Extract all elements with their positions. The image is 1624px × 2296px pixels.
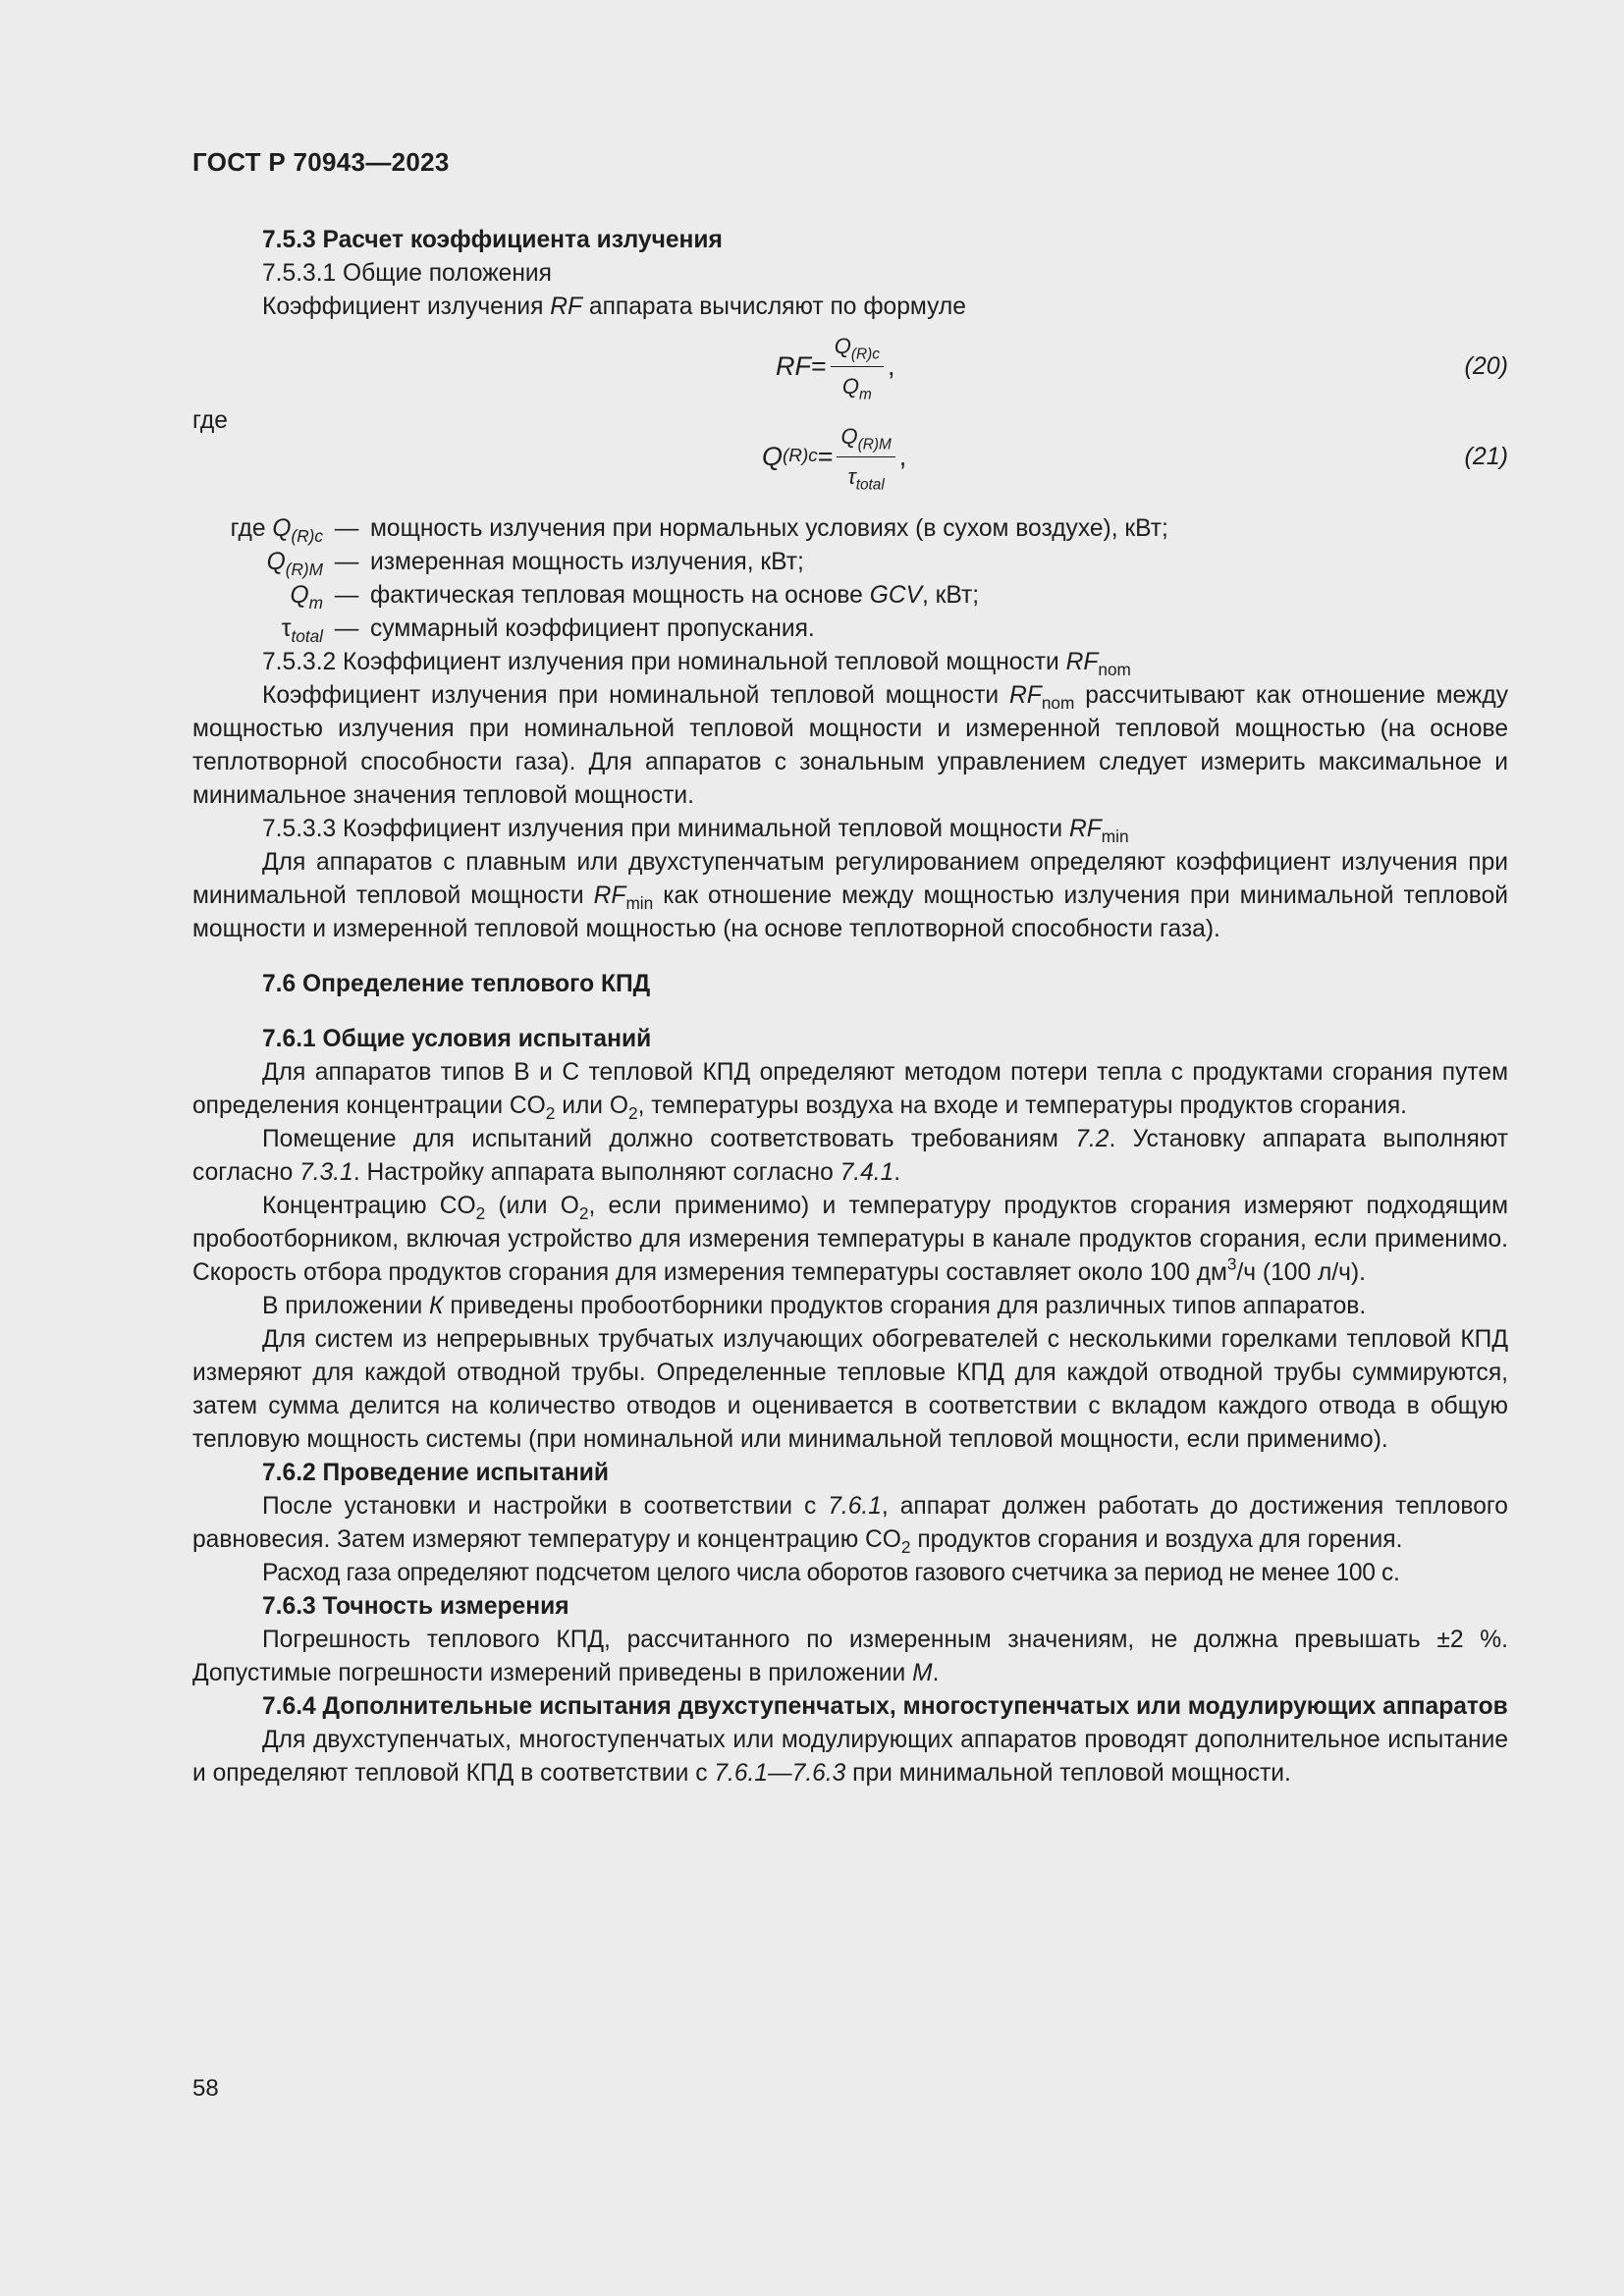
where-item: $\tau_{total}$ — суммарный коэффициент пропускания. — [281, 615, 815, 647]
section-7-6-3-paragraph: Погрешность теплового КПД, рассчитанного по измеренным значениям, не должна превышать ±2 %. Допустимые погрешности измерений приведены в приложении М. — [192, 1627, 1508, 1686]
section-7-6-4-paragraph: Для двухступенчатых, многоступенчатых или модулирующих аппаратов проводят дополнительное испытание и определяют тепловой КПД в соответствии с 7.6.1—7.6.3 при минимальной тепловой мощности. — [192, 1727, 1508, 1787]
section-7-6-1-paragraph-1: Для аппаратов типов В и С тепловой КПД определяют методом потери тепла с продуктами сгорания путем определения концентрации $CO_2$ или $O_2$, температуры воздуха на входе и температуры продуктов сгорания. — [192, 1059, 1508, 1124]
section-7-5-3-heading: 7.5.3 Расчет коэффициента излучения — [262, 227, 723, 253]
where-item: где $Q_{(R)c}$ — мощность излучения при нормальных условиях (в сухом воздухе), кВт; — [230, 515, 1168, 547]
section-7-6-1-paragraph-3: Концентрацию $CO_2$ (или $O_2$, если применимо) и температуру продуктов сгорания измеряют подходящим пробоотборником, включая устройство для измерения температуры в канале продуктов сгорания, если применимо. Скорость отбора продуктов сгорания для измерения температуры составляет около 100 $дм^3/ч$ (100 л/ч). — [192, 1193, 1508, 1286]
section-7-6-2-paragraph-2: Расход газа определяют подсчетом целого числа оборотов газового счетчика за период не менее 100 с. — [262, 1560, 1400, 1586]
formula-21: Q (R)c = $\frac{Q_{(R)M}}{\tau_{total}}$ , (21) — [192, 414, 1508, 499]
formula-20: RF = $\frac{Q_{(R)c}}{Q_m}$ , (20) — [192, 324, 1508, 408]
section-7-6-1-paragraph-2: Помещение для испытаний должно соответствовать требованиям 7.2. Установку аппарата выполняют согласно 7.3.1. Настройку аппарата выполняют согласно 7.4.1. — [192, 1126, 1508, 1186]
page-number: 58 — [192, 2075, 219, 2102]
page-body — [192, 224, 1508, 1790]
section-7-6-4-heading: 7.6.4 Дополнительные испытания двухступенчатых, многоступенчатых или модулирующих аппаратов — [262, 1693, 1508, 1720]
where-item: $Q_{(R)M}$ — измеренная мощность излучения, кВт; — [266, 549, 804, 580]
document-header: ГОСТ Р 70943—2023 — [192, 147, 450, 177]
section-7-6-3-heading: 7.6.3 Точность измерения — [262, 1593, 569, 1620]
where-list — [192, 512, 1508, 646]
section-7-5-3-3-paragraph: Для аппаратов с плавным или двухступенчатым регулированием определяют коэффициент излучения при минимальной тепловой мощности $RF_{min}$ как отношение между мощностью излучения при минимальной тепловой мощности и измеренной тепловой мощностью (на основе теплотворной способности газа). — [192, 849, 1508, 942]
section-7-5-3-2-heading: 7.5.3.2 Коэффициент излучения при номинальной тепловой мощности $RF_{nom}$ — [262, 649, 1131, 680]
section-7-5-3-2-paragraph: Коэффициент излучения при номинальной тепловой мощности $RF_{nom}$ рассчитывают как отношение между мощностью излучения при номинальной тепловой мощности и измеренной тепловой мощностью (на основе теплотворной способности газа). Для аппаратов с зональным управлением следует измерить максимальное и минимальное значения тепловой мощности. — [192, 682, 1508, 809]
section-7-6-1-paragraph-5: Для систем из непрерывных трубчатых излучающих обогревателей с несколькими горелками тепловой КПД измеряют для каждой отводной трубы. Определенные тепловые КПД для каждой отводной трубы суммируются, затем сумма делится на количество отводов и оценивается в соответствии с вкладом каждого отвода в общую тепловую мощность системы (при номинальной или минимальной тепловой мощности, если применимо). — [192, 1326, 1508, 1453]
where-label: где — [192, 407, 228, 434]
section-7-6-heading: 7.6 Определение теплового КПД — [262, 971, 651, 997]
where-item: $Q_m$ — фактическая тепловая мощность на основе GCV, кВт; — [290, 582, 980, 614]
section-7-6-1-heading: 7.6.1 Общие условия испытаний — [262, 1026, 652, 1052]
section-7-5-3-3-heading: 7.5.3.3 Коэффициент излучения при минимальной тепловой мощности $RF_{min}$ — [262, 816, 1129, 847]
equation-number-21: (21) — [1464, 443, 1508, 470]
section-7-6-1-paragraph-4: В приложении К приведены пробоотборники продуктов сгорания для различных типов аппаратов. — [262, 1293, 1367, 1319]
section-7-5-3-1-heading: 7.5.3.1 Общие положения — [262, 260, 552, 287]
section-7-6-2-paragraph-1: После установки и настройки в соответствии с 7.6.1, аппарат должен работать до достижения теплового равновесия. Затем измеряют температуру и концентрацию $CO_2$ продуктов сгорания и воздуха для горения. — [192, 1493, 1508, 1558]
section-7-5-3-1-intro: Коэффициент излучения RF аппарата вычисляют по формуле — [262, 294, 966, 320]
equation-number-20: (20) — [1464, 352, 1508, 380]
section-7-6-2-heading: 7.6.2 Проведение испытаний — [262, 1460, 609, 1486]
